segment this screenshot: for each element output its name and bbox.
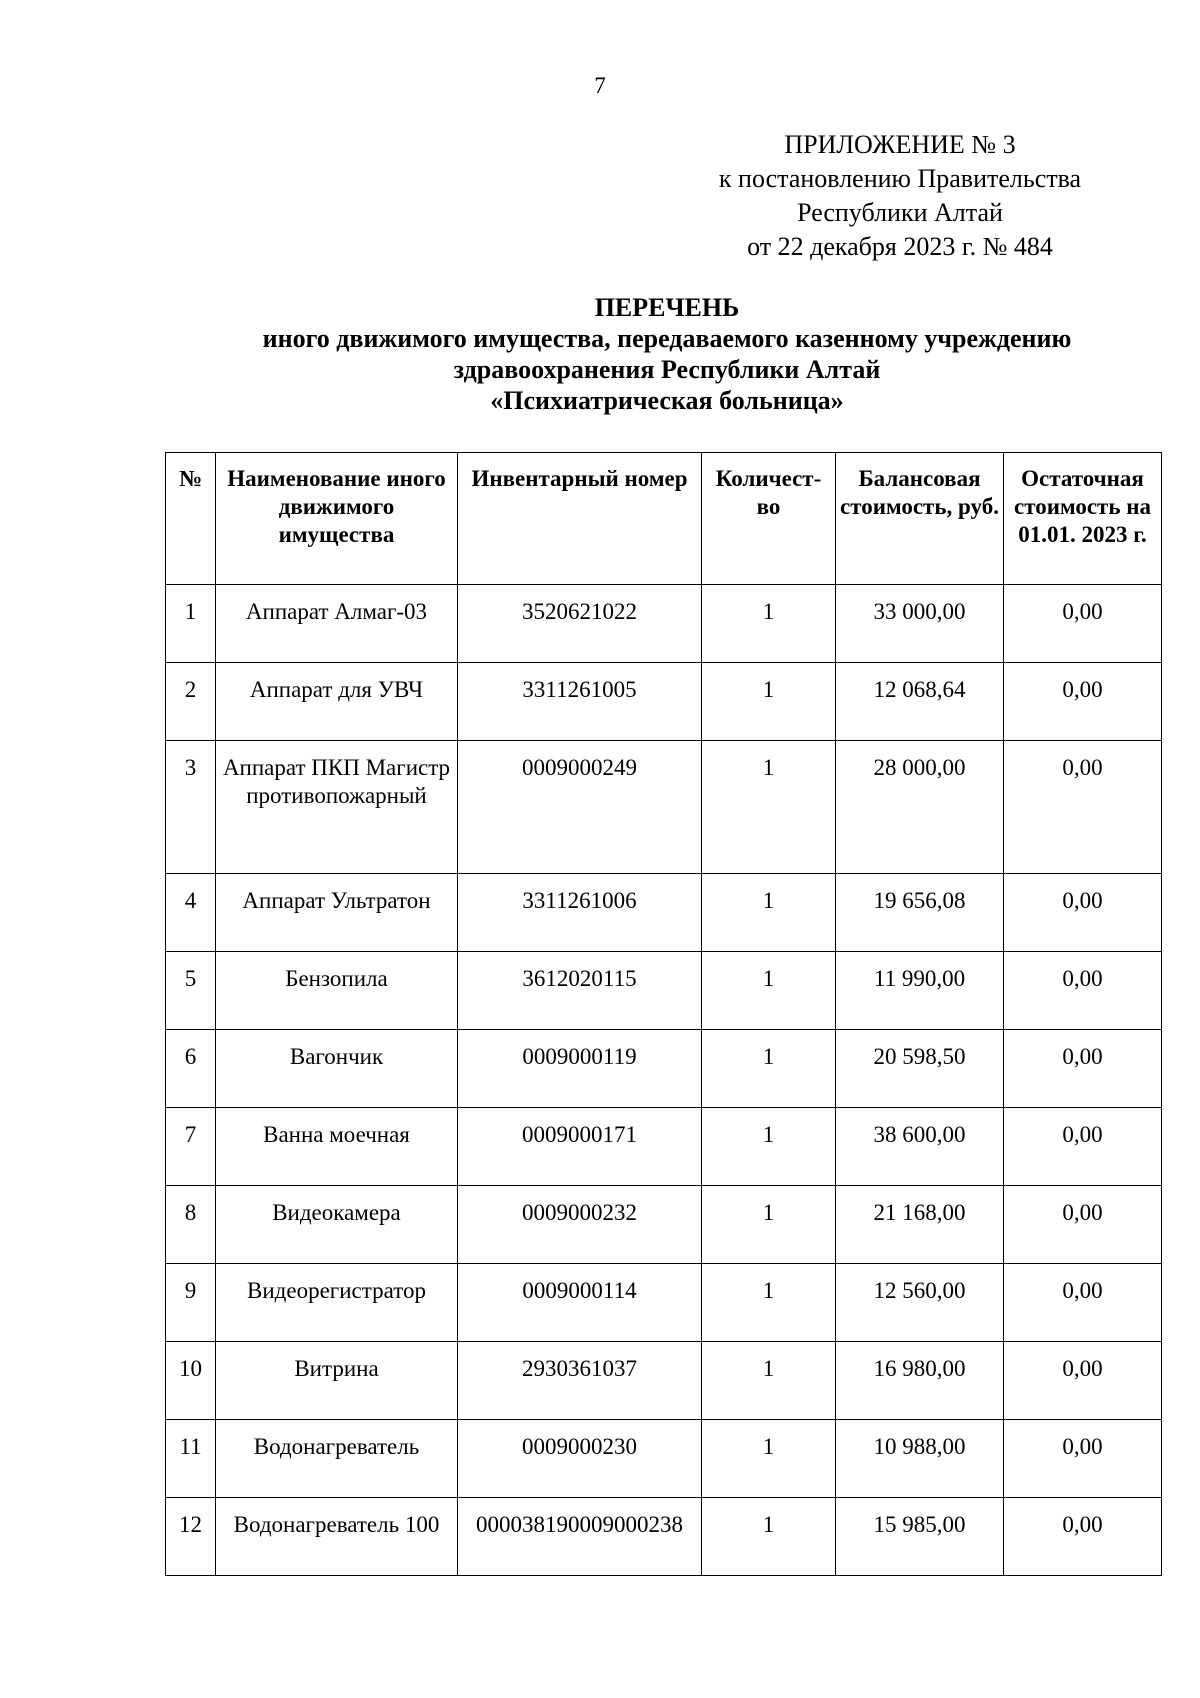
table-row xyxy=(166,952,1162,1030)
cell-quantity: 1 xyxy=(702,585,836,663)
cell-residual: 0,00 xyxy=(1004,952,1162,1030)
cell-inventory: 0009000171 xyxy=(458,1108,702,1186)
cell-residual: 0,00 xyxy=(1004,1030,1162,1108)
cell-num: 10 xyxy=(166,1342,216,1420)
cell-quantity: 1 xyxy=(702,1030,836,1108)
cell-name: Вагончик xyxy=(216,1030,458,1108)
cell-residual: 0,00 xyxy=(1004,741,1162,874)
cell-name: Аппарат Алмаг-03 xyxy=(216,585,458,663)
cell-num: 4 xyxy=(166,874,216,952)
cell-inventory: 0009000232 xyxy=(458,1186,702,1264)
table-row xyxy=(166,1108,1162,1186)
cell-num: 9 xyxy=(166,1264,216,1342)
heading-line-4: «Психиатрическая больница» xyxy=(490,386,844,415)
appendix-line-3: Республики Алтай xyxy=(797,198,1003,227)
header-name: Наименование иного движимого имущества xyxy=(216,453,458,585)
appendix-line-1: ПРИЛОЖЕНИЕ № 3 xyxy=(784,130,1016,159)
cell-name: Видеокамера xyxy=(216,1186,458,1264)
cell-inventory: 3612020115 xyxy=(458,952,702,1030)
page-number: 7 xyxy=(594,73,606,98)
cell-balance: 28 000,00 xyxy=(836,741,1004,874)
cell-num: 7 xyxy=(166,1108,216,1186)
cell-inventory: 3311261005 xyxy=(458,663,702,741)
table-row xyxy=(166,1030,1162,1108)
cell-num: 12 xyxy=(166,1498,216,1576)
cell-balance: 15 985,00 xyxy=(836,1498,1004,1576)
cell-balance: 38 600,00 xyxy=(836,1108,1004,1186)
cell-inventory: 0009000249 xyxy=(458,741,702,874)
heading-line-2: иного движимого имущества, передаваемого казенному учреждению xyxy=(262,324,1072,353)
cell-quantity: 1 xyxy=(702,1342,836,1420)
table-row xyxy=(166,874,1162,952)
header-residual: Остаточная стоимость на 01.01. 2023 г. xyxy=(1004,453,1162,585)
cell-name: Водонагреватель 100 xyxy=(216,1498,458,1576)
table-header-row xyxy=(166,453,1162,585)
header-num: № xyxy=(166,453,216,585)
header-inventory: Инвентарный номер xyxy=(458,453,702,585)
cell-residual: 0,00 xyxy=(1004,1186,1162,1264)
header-balance: Балансовая стоимость, руб. xyxy=(836,453,1004,585)
cell-name: Ванна моечная xyxy=(216,1108,458,1186)
cell-inventory: 0009000119 xyxy=(458,1030,702,1108)
cell-quantity: 1 xyxy=(702,663,836,741)
cell-inventory: 0009000230 xyxy=(458,1420,702,1498)
cell-name: Водонагреватель xyxy=(216,1420,458,1498)
cell-name: Аппарат Ультратон xyxy=(216,874,458,952)
appendix-line-2: к постановлению Правительства xyxy=(718,164,1082,193)
cell-balance: 16 980,00 xyxy=(836,1342,1004,1420)
cell-balance: 21 168,00 xyxy=(836,1186,1004,1264)
cell-residual: 0,00 xyxy=(1004,874,1162,952)
cell-num: 6 xyxy=(166,1030,216,1108)
heading-line-3: здравоохранения Республики Алтай xyxy=(453,355,881,384)
cell-quantity: 1 xyxy=(702,952,836,1030)
cell-balance: 11 990,00 xyxy=(836,952,1004,1030)
cell-residual: 0,00 xyxy=(1004,1264,1162,1342)
cell-inventory: 000038190009000238 xyxy=(458,1498,702,1576)
table-row xyxy=(166,663,1162,741)
table-row xyxy=(166,1264,1162,1342)
cell-residual: 0,00 xyxy=(1004,1342,1162,1420)
cell-num: 5 xyxy=(166,952,216,1030)
appendix-block xyxy=(650,128,1150,264)
cell-name: Видеорегистратор xyxy=(216,1264,458,1342)
inventory-table xyxy=(165,452,1162,1576)
table-row xyxy=(166,1498,1162,1576)
cell-name: Аппарат для УВЧ xyxy=(216,663,458,741)
cell-num: 2 xyxy=(166,663,216,741)
cell-residual: 0,00 xyxy=(1004,585,1162,663)
table-row xyxy=(166,585,1162,663)
cell-name: Аппарат ПКП Магистр противопожарный xyxy=(216,741,458,874)
cell-inventory: 3520621022 xyxy=(458,585,702,663)
cell-inventory: 3311261006 xyxy=(458,874,702,952)
table-row xyxy=(166,1420,1162,1498)
cell-balance: 33 000,00 xyxy=(836,585,1004,663)
table-row xyxy=(166,741,1162,874)
cell-residual: 0,00 xyxy=(1004,663,1162,741)
cell-quantity: 1 xyxy=(702,1420,836,1498)
cell-residual: 0,00 xyxy=(1004,1498,1162,1576)
cell-inventory: 2930361037 xyxy=(458,1342,702,1420)
header-quantity: Количест-во xyxy=(702,453,836,585)
cell-residual: 0,00 xyxy=(1004,1420,1162,1498)
heading-line-1: ПЕРЕЧЕНЬ xyxy=(594,293,740,322)
appendix-line-4: от 22 декабря 2023 г. № 484 xyxy=(747,232,1053,261)
table-row xyxy=(166,1342,1162,1420)
cell-balance: 20 598,50 xyxy=(836,1030,1004,1108)
cell-quantity: 1 xyxy=(702,1186,836,1264)
cell-quantity: 1 xyxy=(702,1498,836,1576)
cell-balance: 12 068,64 xyxy=(836,663,1004,741)
cell-residual: 0,00 xyxy=(1004,1108,1162,1186)
cell-quantity: 1 xyxy=(702,1264,836,1342)
cell-num: 3 xyxy=(166,741,216,874)
cell-balance: 12 560,00 xyxy=(836,1264,1004,1342)
cell-quantity: 1 xyxy=(702,1108,836,1186)
cell-name: Бензопила xyxy=(216,952,458,1030)
cell-name: Витрина xyxy=(216,1342,458,1420)
cell-quantity: 1 xyxy=(702,741,836,874)
cell-balance: 19 656,08 xyxy=(836,874,1004,952)
table-row xyxy=(166,1186,1162,1264)
cell-num: 1 xyxy=(166,585,216,663)
cell-quantity: 1 xyxy=(702,874,836,952)
cell-num: 11 xyxy=(166,1420,216,1498)
cell-inventory: 0009000114 xyxy=(458,1264,702,1342)
cell-balance: 10 988,00 xyxy=(836,1420,1004,1498)
document-heading xyxy=(150,292,1184,416)
cell-num: 8 xyxy=(166,1186,216,1264)
